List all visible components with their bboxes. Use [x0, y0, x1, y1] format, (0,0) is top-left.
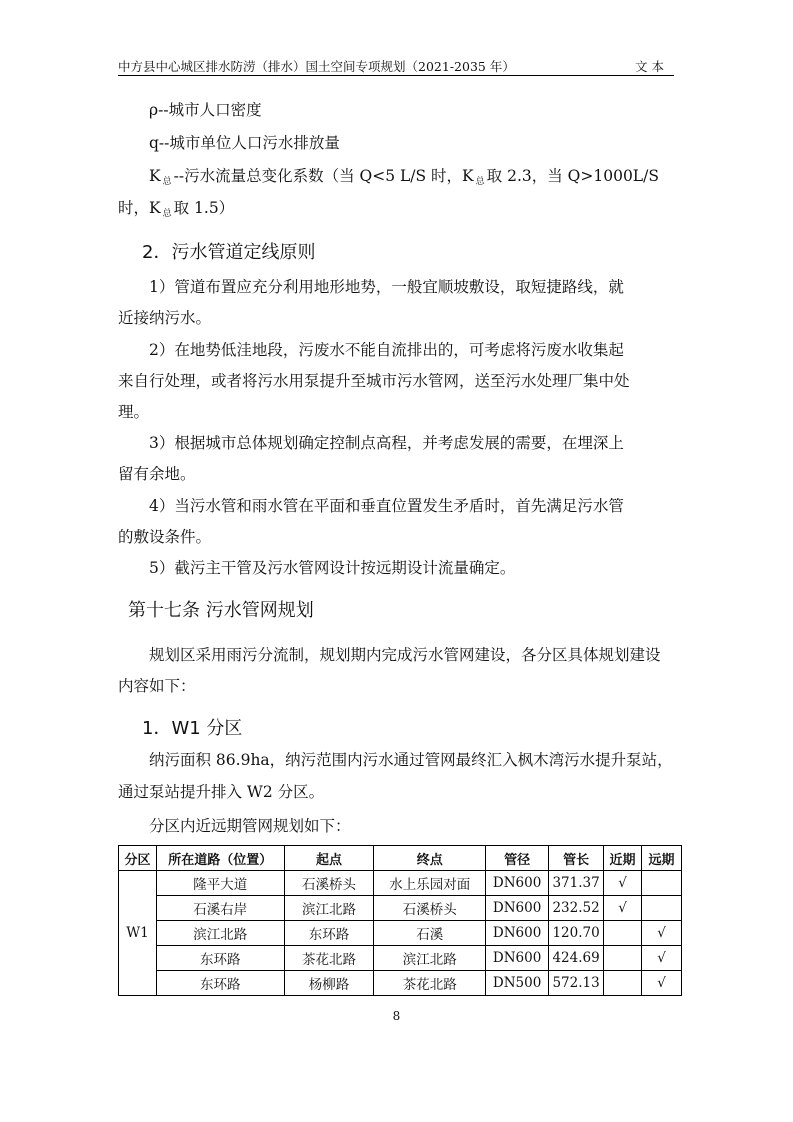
table-cell: 茶花北路	[284, 946, 374, 971]
table-cell: 石溪桥头	[374, 896, 486, 921]
table-intro: 分区内近远期管网规划如下：	[149, 817, 351, 835]
table-cell: 滨江北路	[156, 921, 284, 946]
col-header: 远期	[642, 846, 682, 871]
def-k-line2	[118, 196, 234, 219]
table-row	[119, 946, 682, 971]
k-subscript: 总	[162, 177, 172, 187]
principle-4-line2: 的敷设条件。	[118, 528, 212, 546]
section-heading-sewer-alignment: 2．污水管道定线原则	[142, 242, 316, 263]
principle-4-line1: 4）当污水管和雨水管在平面和垂直位置发生矛盾时，首先满足污水管	[149, 497, 624, 515]
table-cell: 滨江北路	[374, 946, 486, 971]
table-cell	[604, 971, 642, 996]
table-cell: √	[604, 871, 642, 896]
table-row	[119, 896, 682, 921]
page-number: 8	[392, 1009, 401, 1023]
table-cell: 120.70	[549, 921, 604, 946]
principle-5: 5）截污主干管及污水管网设计按远期设计流量确定。	[149, 559, 516, 577]
table-cell	[642, 871, 682, 896]
w1-heading: 1．W1 分区	[142, 718, 243, 739]
table-cell: √	[604, 896, 642, 921]
table-cell: 石溪桥头	[284, 871, 374, 896]
principle-2-line2: 来自行处理，或者将污水用泵提升至城市污水管网，送至污水处理厂集中处	[118, 372, 630, 390]
page-header	[118, 55, 674, 76]
table-cell	[604, 921, 642, 946]
table-cell: 滨江北路	[284, 896, 374, 921]
zone-cell: W1	[119, 871, 157, 996]
table-cell: 424.69	[549, 946, 604, 971]
table-cell: 杨柳路	[284, 971, 374, 996]
w1-paragraph-line1: 纳污面积 86.9ha，纳污范围内污水通过管网最终汇入枫木湾污水提升泵站，	[149, 751, 673, 769]
def-k-line1	[149, 164, 659, 187]
principle-2-line3: 理。	[118, 403, 150, 421]
col-header: 管长	[549, 846, 604, 871]
article-17-intro-line2: 内容如下：	[118, 677, 196, 695]
table-row	[119, 871, 682, 896]
table-cell: DN500	[486, 971, 549, 996]
table-header-row	[119, 846, 682, 871]
header-title: 中方县中心城区排水防涝（排水）国土空间专项规划（2021-2035 年）	[118, 59, 515, 74]
w1-paragraph-line2: 通过泵站提升排入 W2 分区。	[118, 783, 325, 801]
table-cell: 东环路	[156, 946, 284, 971]
pipe-network-table	[118, 845, 682, 996]
col-header: 管径	[486, 846, 549, 871]
header-label: 文本	[634, 59, 668, 74]
k-text-c: 时，K	[118, 199, 161, 217]
col-header: 近期	[604, 846, 642, 871]
principle-3-line1: 3）根据城市总体规划确定控制点高程，并考虑发展的需要，在埋深上	[149, 434, 624, 452]
table-row	[119, 921, 682, 946]
table-cell	[642, 896, 682, 921]
table-cell: 371.37	[549, 871, 604, 896]
col-header: 所在道路（位置）	[156, 846, 284, 871]
table-cell: DN600	[486, 871, 549, 896]
article-17-heading: 第十七条 污水管网规划	[128, 600, 314, 621]
table-cell: √	[642, 946, 682, 971]
table-cell: 石溪	[374, 921, 486, 946]
def-q: q--城市单位人口污水排放量	[149, 134, 340, 152]
table-cell: √	[642, 921, 682, 946]
k-subscript: 总	[475, 177, 485, 187]
def-rho: ρ--城市人口密度	[149, 101, 262, 119]
table-cell: 东环路	[284, 921, 374, 946]
table-cell: DN600	[486, 896, 549, 921]
table-row	[119, 971, 682, 996]
principle-2-line1: 2）在地势低洼地段，污废水不能自流排出的，可考虑将污废水收集起	[149, 341, 624, 359]
table-cell: 东环路	[156, 971, 284, 996]
col-header: 分区	[119, 846, 157, 871]
col-header: 起点	[284, 846, 374, 871]
k-symbol: K	[149, 167, 161, 185]
table-cell: 石溪右岸	[156, 896, 284, 921]
table-cell: DN600	[486, 946, 549, 971]
table-cell: 572.13	[549, 971, 604, 996]
table-cell	[604, 946, 642, 971]
k-text-b: 取 2.3，当 Q>1000L/S	[486, 167, 659, 185]
table-cell: √	[642, 971, 682, 996]
principle-1-line2: 近接纳污水。	[118, 309, 212, 327]
table-cell: 茶花北路	[374, 971, 486, 996]
principle-3-line2: 留有余地。	[118, 465, 196, 483]
table-cell: 隆平大道	[156, 871, 284, 896]
col-header: 终点	[374, 846, 486, 871]
principle-1-line1: 1）管道布置应充分利用地形地势，一般宜顺坡敷设，取短捷路线，就	[149, 278, 624, 296]
table-cell: DN600	[486, 921, 549, 946]
k-text-a: --污水流量总变化系数（当 Q<5 L/S 时，K	[173, 167, 474, 185]
k-subscript: 总	[162, 209, 172, 219]
table-cell: 水上乐园对面	[374, 871, 486, 896]
article-17-intro-line1: 规划区采用雨污分流制，规划期内完成污水管网建设，各分区具体规划建设	[149, 646, 661, 664]
table-cell: 232.52	[549, 896, 604, 921]
k-text-d: 取 1.5）	[173, 199, 235, 217]
